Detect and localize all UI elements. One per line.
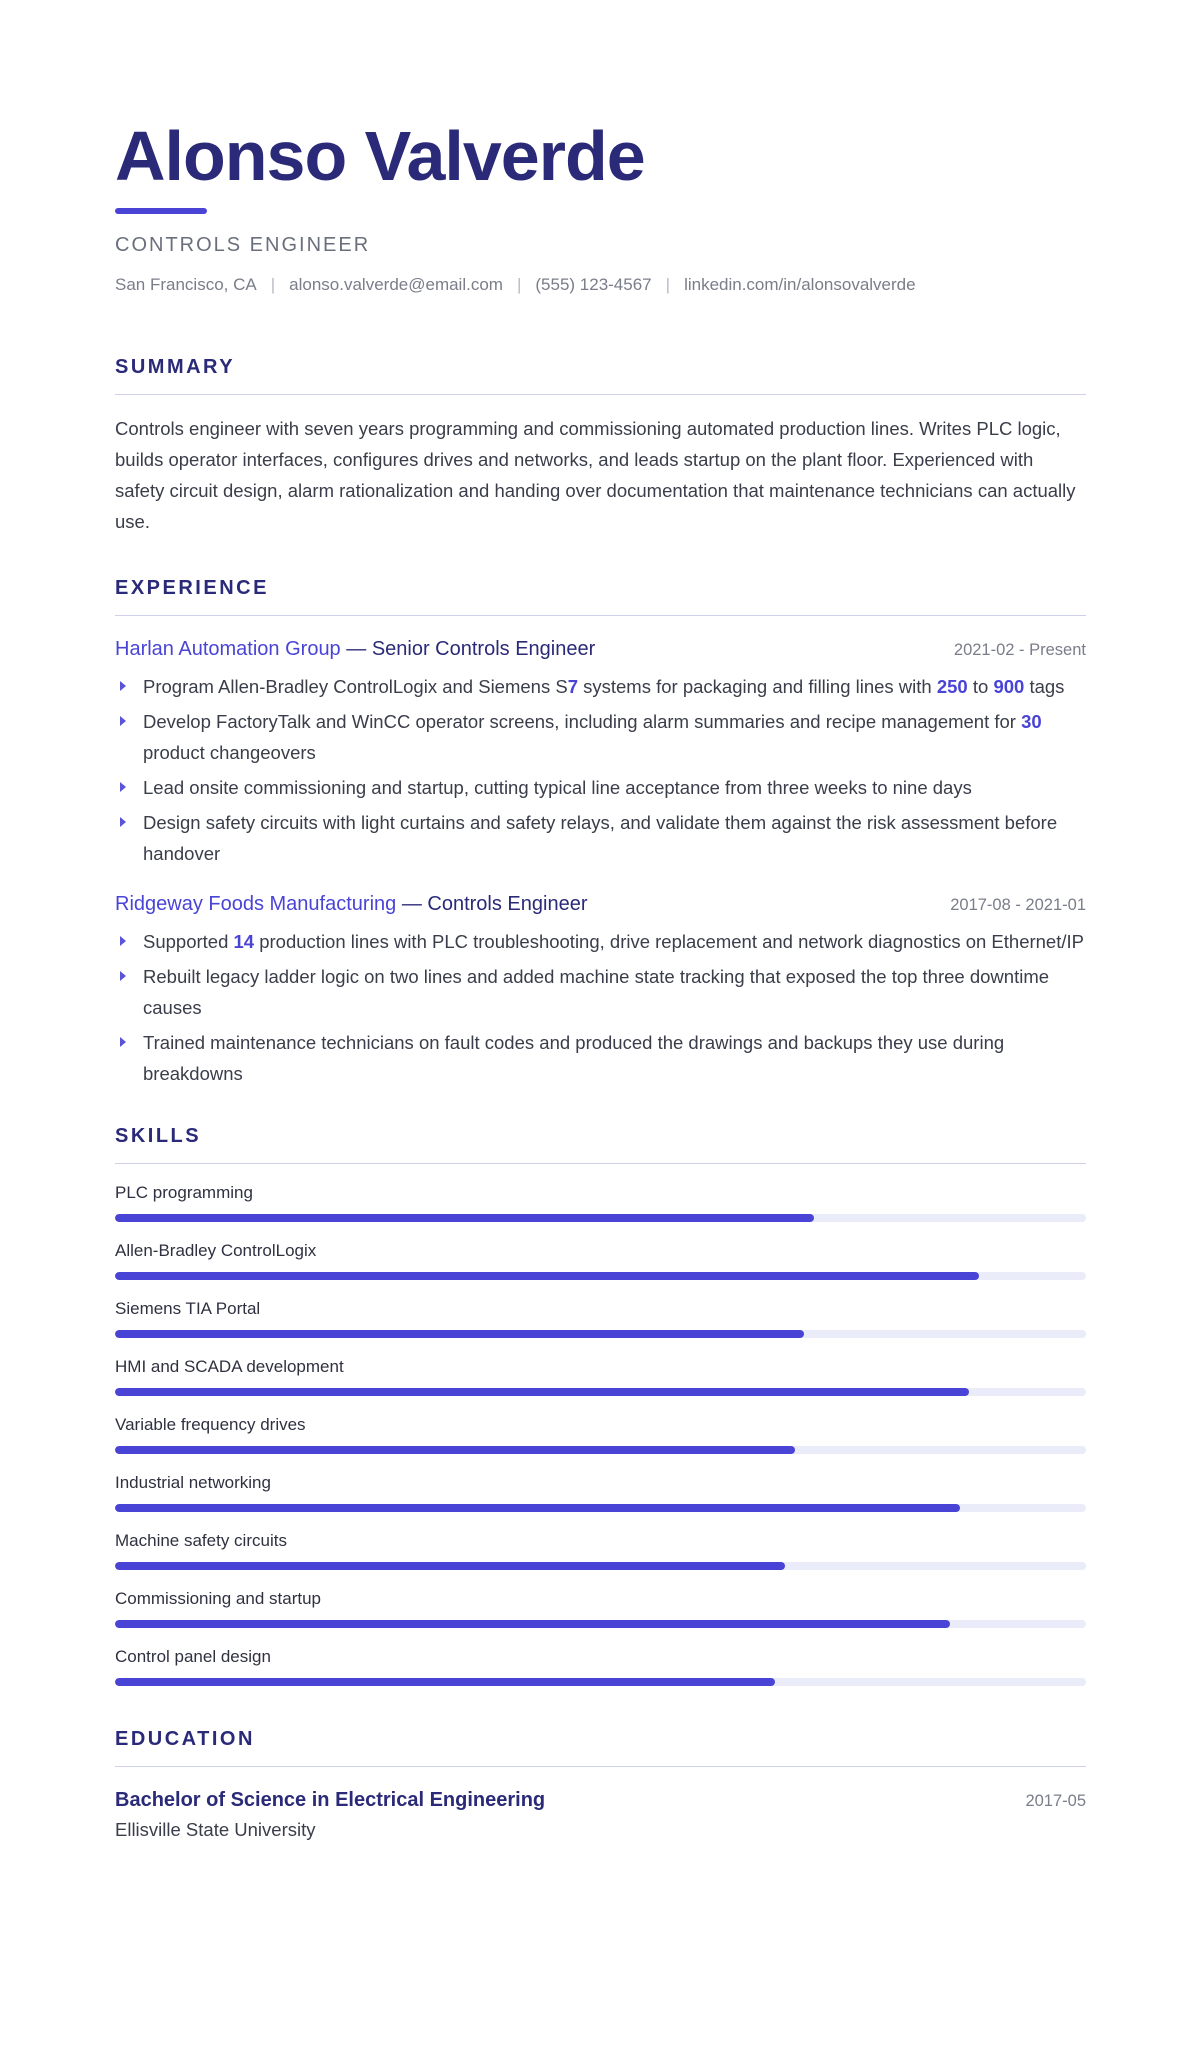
skill-level-bar <box>115 1388 1086 1396</box>
skill-name: Control panel design <box>115 1647 271 1666</box>
job-header <box>115 889 1086 920</box>
bullet-arrow-icon <box>120 971 126 981</box>
skill-level-bar <box>115 1504 1086 1512</box>
skill-level-bar <box>115 1678 1086 1686</box>
job-dates: 2021-02 - Present <box>953 641 1086 659</box>
skills-list <box>115 1182 1086 1704</box>
skill-level-fill <box>115 1562 785 1570</box>
bullet-text: Develop FactoryTalk and WinCC operator screens, including alarm summaries and recipe management for <box>143 711 1022 732</box>
bullet-text: product changeovers <box>143 742 316 763</box>
skill-name: HMI and SCADA development <box>115 1357 344 1376</box>
bullet-text: Supported <box>143 931 234 952</box>
skill-level-bar <box>115 1214 1086 1222</box>
highlight-number: 7 <box>567 676 578 697</box>
skill-item <box>115 1182 1086 1240</box>
section-divider <box>115 394 1086 395</box>
contact-location: San Francisco, CA <box>115 275 257 294</box>
section-divider <box>115 615 1086 616</box>
skill-name: Machine safety circuits <box>115 1531 287 1550</box>
highlight-number: 900 <box>993 676 1025 697</box>
highlight-number: 14 <box>233 931 255 952</box>
candidate-name: Alonso Valverde <box>115 117 645 195</box>
contact-line <box>115 272 1086 298</box>
highlight-number: 30 <box>1021 711 1042 732</box>
job-dates: 2017-08 - 2021-01 <box>950 896 1086 914</box>
bullet-arrow-icon <box>120 681 126 691</box>
skill-item <box>115 1530 1086 1588</box>
skill-level-fill <box>115 1330 804 1338</box>
skill-name: Commissioning and startup <box>115 1589 321 1608</box>
contact-phone[interactable]: (555) 123-4567 <box>535 275 652 294</box>
experience-section <box>115 575 1086 1089</box>
education-header <box>115 1785 1086 1815</box>
skill-level-fill <box>115 1678 775 1686</box>
education-school: Ellisville State University <box>115 1819 316 1840</box>
job-company: Ridgeway Foods Manufacturing <box>115 893 397 915</box>
section-heading-skills: SKILLS <box>115 1125 202 1147</box>
skill-item <box>115 1588 1086 1646</box>
skill-level-fill <box>115 1504 960 1512</box>
bullet-arrow-icon <box>120 817 126 827</box>
job-separator: — <box>396 893 428 915</box>
section-heading-summary: SUMMARY <box>115 356 236 378</box>
bullet-arrow-icon <box>120 936 126 946</box>
contact-separator: | <box>270 275 276 294</box>
job-heading <box>115 634 595 664</box>
contact-email[interactable]: alonso.valverde@email.com <box>289 275 503 294</box>
skill-item <box>115 1356 1086 1414</box>
education-date: 2017-05 <box>1025 1792 1086 1810</box>
bullet-text: Design safety circuits with light curtains and safety relays, and validate them against the risk assessment before handover <box>143 812 1058 864</box>
bullet-text: Trained maintenance technicians on fault codes and produced the drawings and backups they use during breakdowns <box>143 1032 1005 1084</box>
skill-item <box>115 1646 1086 1704</box>
job-entry <box>115 634 1086 869</box>
skill-item <box>115 1298 1086 1356</box>
skill-name: Siemens TIA Portal <box>115 1299 261 1318</box>
job-bullet <box>115 706 1086 768</box>
bullet-text: Rebuilt legacy ladder logic on two lines and added machine state tracking that exposed the top three downtime causes <box>143 966 1050 1018</box>
job-company: Harlan Automation Group <box>115 638 341 660</box>
skill-item <box>115 1472 1086 1530</box>
skill-item <box>115 1414 1086 1472</box>
section-divider <box>115 1766 1086 1767</box>
bullet-text: production lines with PLC troubleshooting, drive replacement and network diagnostics on Ethernet/IP <box>254 931 1084 952</box>
skill-level-fill <box>115 1214 814 1222</box>
job-bullets <box>115 671 1086 869</box>
name-underline-accent <box>115 208 207 214</box>
job-role: Senior Controls Engineer <box>371 638 596 660</box>
section-heading-experience: EXPERIENCE <box>115 577 269 599</box>
skill-item <box>115 1240 1086 1298</box>
skill-level-fill <box>115 1620 950 1628</box>
section-divider <box>115 1163 1086 1164</box>
job-bullet <box>115 961 1086 1023</box>
job-bullet <box>115 671 1086 702</box>
job-role: Controls Engineer <box>427 893 588 915</box>
bullet-text: Program Allen-Bradley ControlLogix and Siemens S <box>143 676 568 697</box>
job-entry <box>115 889 1086 1089</box>
education-section <box>115 1726 1086 1844</box>
section-heading-education: EDUCATION <box>115 1728 255 1750</box>
contact-separator: | <box>516 275 522 294</box>
job-separator: — <box>340 638 372 660</box>
candidate-title: CONTROLS ENGINEER <box>115 234 371 256</box>
bullet-arrow-icon <box>120 1037 126 1047</box>
job-heading <box>115 889 587 919</box>
contact-separator: | <box>665 275 671 294</box>
skill-name: Allen-Bradley ControlLogix <box>115 1241 317 1260</box>
skill-level-fill <box>115 1388 969 1396</box>
education-degree: Bachelor of Science in Electrical Engineering <box>115 1789 546 1811</box>
skill-level-fill <box>115 1446 795 1454</box>
skill-level-bar <box>115 1446 1086 1454</box>
bullet-text: systems for packaging and filling lines with <box>577 676 937 697</box>
job-bullet <box>115 1027 1086 1089</box>
skill-name: PLC programming <box>115 1183 253 1202</box>
skill-level-bar <box>115 1620 1086 1628</box>
bullet-text: Lead onsite commissioning and startup, cutting typical line acceptance from three weeks to nine days <box>143 777 972 798</box>
job-bullet <box>115 772 1086 803</box>
skill-level-bar <box>115 1330 1086 1338</box>
skill-name: Variable frequency drives <box>115 1415 306 1434</box>
skill-level-fill <box>115 1272 979 1280</box>
job-bullet <box>115 926 1086 957</box>
bullet-arrow-icon <box>120 782 126 792</box>
bullet-text: tags <box>1024 676 1065 697</box>
job-bullets <box>115 926 1086 1089</box>
summary-text: Controls engineer with seven years programming and commissioning automated production lines. Writes PLC logic, builds operator interfaces, configures drives and networks, and leads startup on the plant floor. Experienced with safety circuit design, alarm rationalization and handing over documentation that maintenance technicians can actually use. <box>115 418 1076 532</box>
skill-name: Industrial networking <box>115 1473 271 1492</box>
resume-header <box>115 116 1086 298</box>
highlight-number: 250 <box>936 676 968 697</box>
job-header <box>115 634 1086 665</box>
summary-section <box>115 354 1086 537</box>
skills-section <box>115 1123 1086 1704</box>
skill-level-bar <box>115 1562 1086 1570</box>
contact-linkedin[interactable]: linkedin.com/in/alonsovalverde <box>684 275 916 294</box>
bullet-text: to <box>967 676 994 697</box>
job-bullet <box>115 807 1086 869</box>
skill-level-bar <box>115 1272 1086 1280</box>
bullet-arrow-icon <box>120 716 126 726</box>
